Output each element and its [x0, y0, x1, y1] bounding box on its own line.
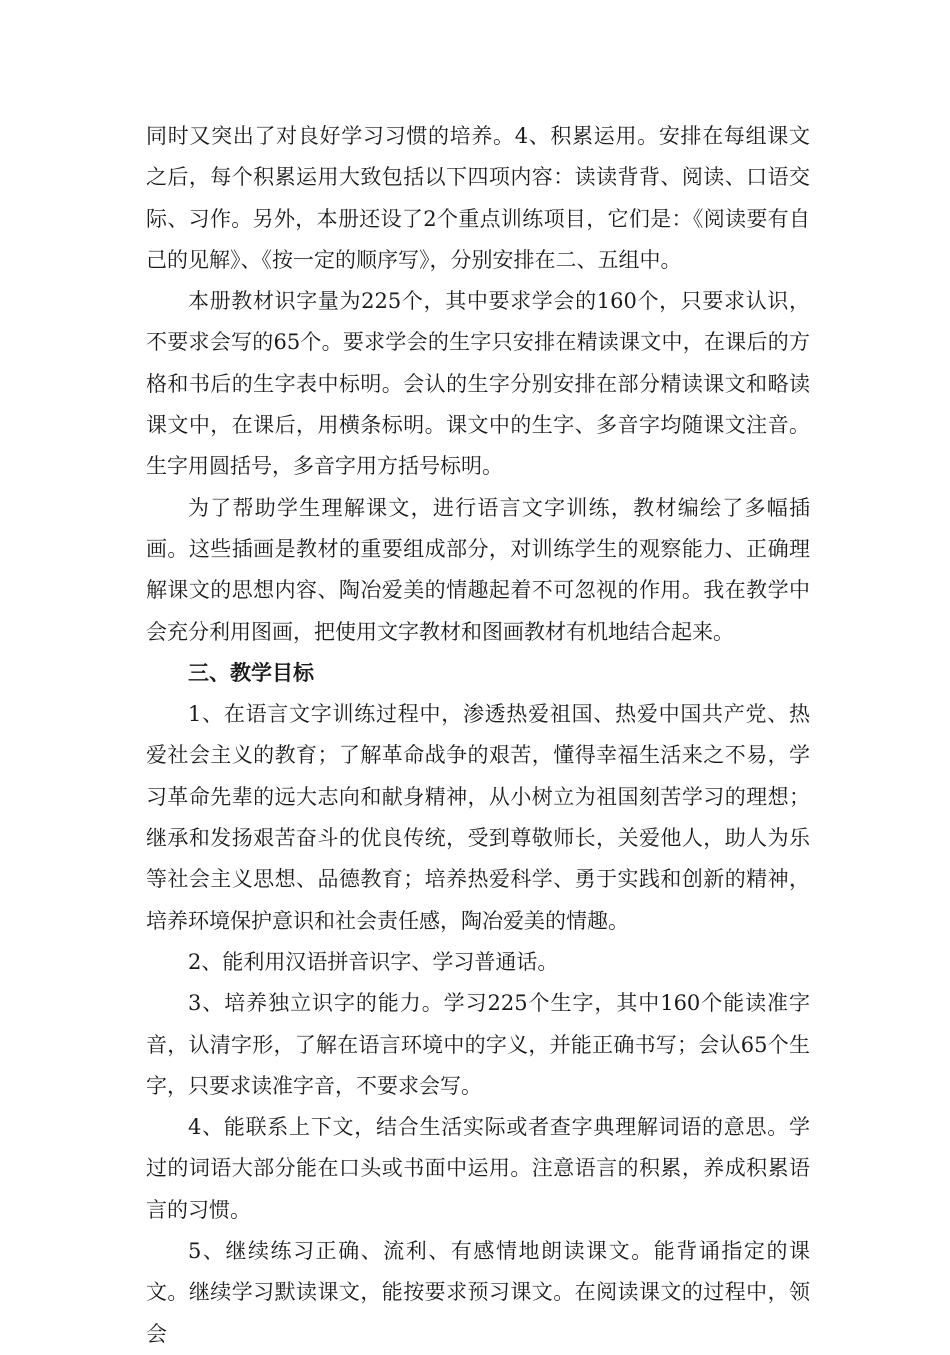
paragraph-3: 为了帮助学生理解课文，进行语言文字训练，教材编绘了多幅插画。这些插画是教材的重要组成部分，对训练学生的观察能力、正确理解课文的思想内容、陶冶爱美的情趣起着不可忽视的作用。我在教学中会充分利用图画，把使用文字教材和图画教材有机地结合起来。	[146, 495, 810, 644]
paragraph-2: 本册教材识字量为225个，其中要求学会的160个，只要求认识，不要求会写的65个。要求学会的生字只安排在精读课文中，在课后的方格和书后的生字表中标明。会认的生字分别安排在部分精读课文和略读课文中，在课后，用横条标明。课文中的生字、多音字均随课文注音。生字用圆括号，多音字用方括号标明。	[146, 289, 810, 479]
paragraph-1: 同时又突出了对良好学习习惯的培养。4、积累运用。安排在每组课文之后，每个积累运用大致包括以下四项内容：读读背背、阅读、口语交际、习作。另外，本册还设了2个重点训练项目，它们是：《阅读要有自己的见解》、《按一定的顺序写》，分别安排在二、五组中。	[146, 124, 810, 272]
section-heading: 三、教学目标	[188, 660, 314, 685]
goal-item-3: 3、培养独立识字的能力。学习225个生字，其中160个能读准字音，认清字形，了解在语言环境中的字义，并能正确书写；会认65个生字，只要求读准字音，不要求会写。	[146, 991, 810, 1098]
goal-item-5: 5、继续练习正确、流利、有感情地朗读课文。能背诵指定的课文。继续学习默读课文，能按要求预习课文。在阅读课文的过程中，领会	[146, 1239, 810, 1346]
goal-item-2: 2、能利用汉语拼音识字、学习普通话。	[188, 949, 559, 974]
goal-item-1: 1、在语言文字训练过程中，渗透热爱祖国、热爱中国共产党、热爱社会主义的教育；了解革命战争的艰苦，懂得幸福生活来之不易，学习革命先辈的远大志向和献身精神，从小树立为祖国刻苦学习的理想；继承和发扬艰苦奋斗的优良传统，受到尊敬师长，关爱他人，助人为乐等社会主义思想、品德教育；培养热爱科学、勇于实践和创新的精神，培养环境保护意识和社会责任感，陶冶爱美的情趣。	[146, 702, 810, 933]
goal-item-4: 4、能联系上下文，结合生活实际或者查字典理解词语的意思。学过的词语大部分能在口头或书面中运用。注意语言的积累，养成积累语言的习惯。	[146, 1115, 810, 1222]
